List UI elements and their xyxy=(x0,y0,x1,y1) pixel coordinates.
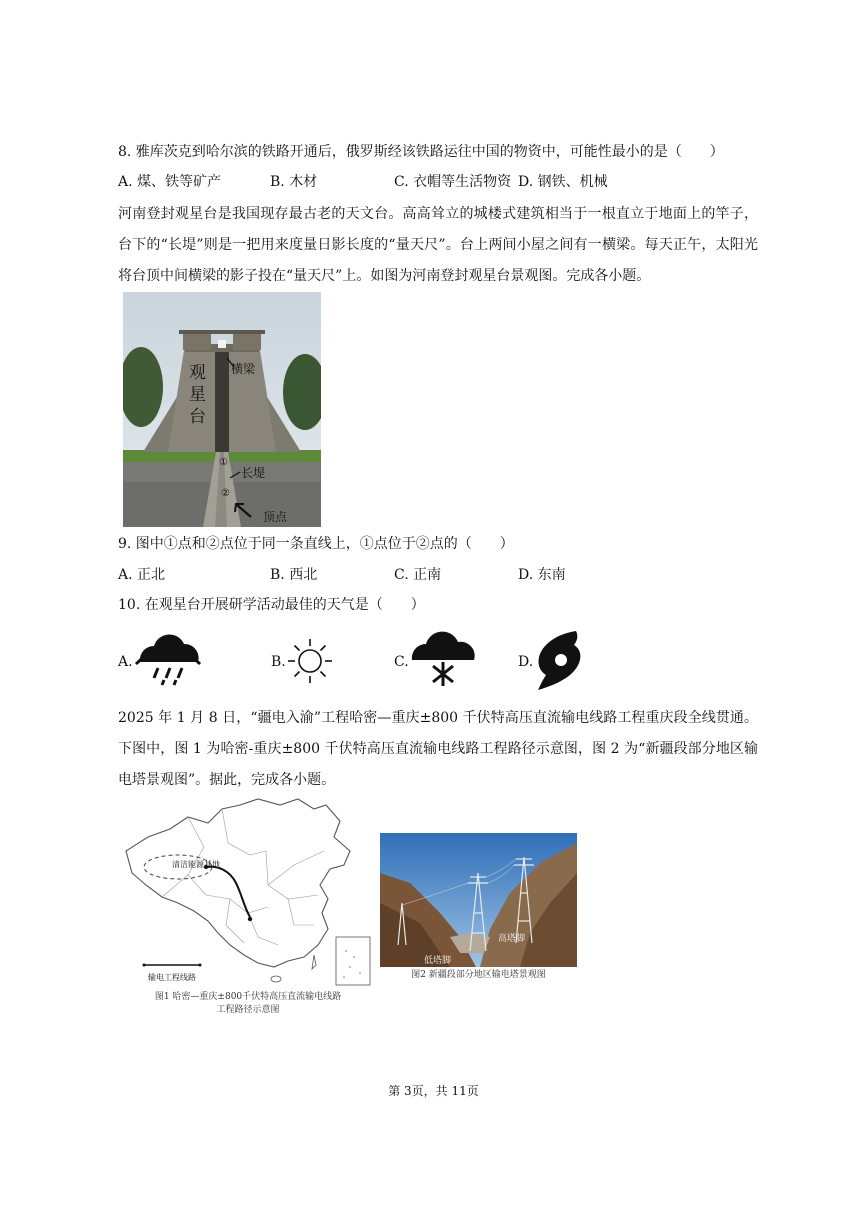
transmission-tower-figure xyxy=(380,833,577,983)
q9-option-a: A. 正北 xyxy=(118,567,166,583)
marker-point-1: ① xyxy=(219,457,228,468)
label-long-embankment: 长堤 xyxy=(241,466,266,480)
q8-option-d: D. 钢铁、机械 xyxy=(518,174,608,190)
q8-option-c: C. 衣帽等生活物资 xyxy=(394,174,512,190)
figure2-caption: 图2 新疆段部分地区输电塔景观图 xyxy=(411,970,546,980)
q9-option-b: B. 西北 xyxy=(270,567,318,583)
figure1-caption-line2: 工程路径示意图 xyxy=(216,1005,280,1015)
tower-vertical-text: 观星台 xyxy=(189,363,206,427)
q8-option-b: B. 木材 xyxy=(270,174,318,190)
q10-option-a: A. xyxy=(118,654,133,670)
q10-option-b: B. xyxy=(271,654,286,670)
rain-storm-icon xyxy=(134,632,202,686)
observatory-photo xyxy=(123,292,321,527)
transmission-tower-photo xyxy=(380,833,577,967)
china-map xyxy=(118,795,374,990)
intro-paragraph-power-line: 2025 年 1 月 8 日，“疆电入渝”工程哈密—重庆±800 千伏特高压直流输电线路工程重庆段全线贯通。下图中，图 1 为哈密-重庆±800 千伏特高压直流输电线路工程路径示意图，图 2 为“新疆段部分地区输电塔景观图”。据此，完成各小题。 xyxy=(118,710,758,788)
q10-stem: 10. 在观星台开展研学活动最佳的天气是（ ） xyxy=(118,597,425,613)
label-clean-energy-base: 清洁能源基地 xyxy=(172,860,220,869)
sunny-icon xyxy=(286,637,334,685)
label-beam: 横梁 xyxy=(231,362,256,376)
figure1-caption-line1: 图1 哈密—重庆±800千伏特高压直流输电线路 xyxy=(154,992,342,1002)
intro-paragraph-observatory: 河南登封观星台是我国现存最古老的天文台。高高耸立的城楼式建筑相当于一根直立于地面上的竿子，台下的“长堤”则是一把用来度量日影长度的“量天尺”。台上两间小屋之间有一横梁。每天正午，太阳光将台顶中间横梁的影子投在“量天尺”上。如图为河南登封观星台景观图。完成各小题。 xyxy=(118,206,758,284)
china-map-figure xyxy=(118,795,374,1020)
q8-option-a: A. 煤、铁等矿产 xyxy=(118,174,222,190)
q8-stem: 8. 雅库茨克到哈尔滨的铁路开通后，俄罗斯经该铁路运往中国的物资中，可能性最小的是（ ） xyxy=(118,144,724,160)
q10-option-d: D. xyxy=(518,654,534,670)
legend-transmission-line: 输电工程线路 xyxy=(148,973,196,982)
snow-icon xyxy=(408,630,478,688)
label-top-point: 顶点 xyxy=(263,510,288,524)
label-high-tower-leg: 高塔脚 xyxy=(498,934,526,944)
q10-option-c: C. xyxy=(394,654,409,670)
q9-option-d: D. 东南 xyxy=(518,567,566,583)
q9-option-c: C. 正南 xyxy=(394,567,442,583)
label-low-tower-leg: 低塔脚 xyxy=(424,956,452,966)
typhoon-icon xyxy=(534,629,588,691)
q9-stem: 9. 图中①点和②点位于同一条直线上，①点位于②点的（ ） xyxy=(118,536,514,552)
marker-point-2: ② xyxy=(221,488,230,499)
page-number-footer: 第 3页，共 11页 xyxy=(388,1084,479,1098)
